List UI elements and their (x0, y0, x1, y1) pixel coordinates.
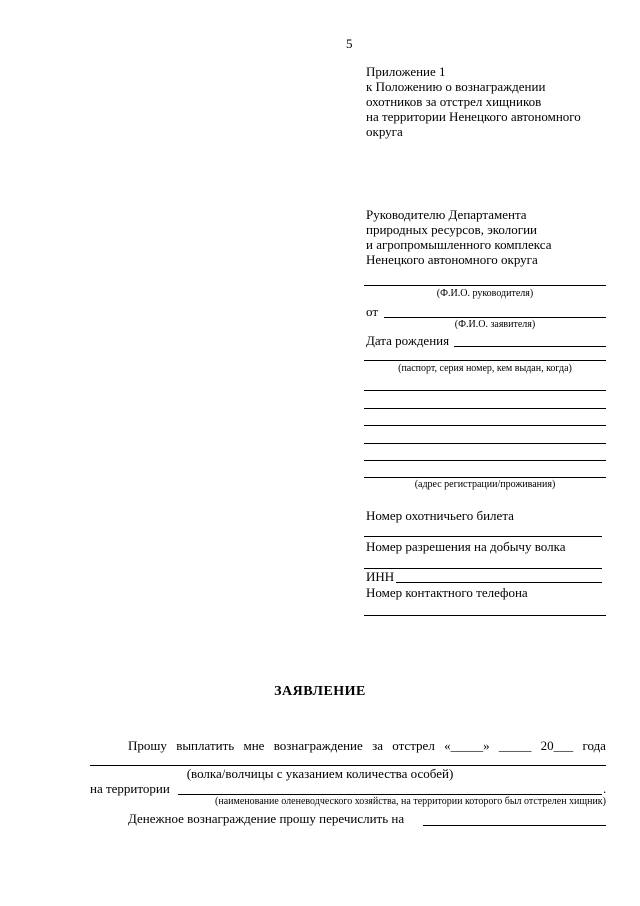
page-number: 5 (346, 36, 353, 51)
appendix-line: на территории Ненецкого автономного (366, 109, 581, 124)
request-month-field[interactable]: _____ (498, 738, 532, 753)
applicant-name-caption: (Ф.И.О. заявителя) (454, 319, 536, 330)
request-line (128, 738, 606, 753)
request-word: за (372, 738, 383, 753)
address-field-line[interactable] (364, 390, 606, 391)
passport-caption: (паспорт, серия номер, кем выдан, когда) (398, 363, 572, 374)
request-word: отстрел (392, 738, 435, 753)
wolf-permit-label: Номер разрешения на добычу волка (366, 539, 566, 554)
appendix-line: к Положению о вознаграждении (366, 79, 546, 94)
wolf-permit-field[interactable] (364, 568, 602, 569)
phone-field[interactable] (364, 615, 606, 616)
request-word: мне (243, 738, 265, 753)
head-name-field[interactable] (364, 285, 606, 286)
birth-date-field[interactable] (454, 346, 606, 347)
transfer-label: Денежное вознаграждение прошу перечислить на (128, 811, 405, 826)
address-caption: (адрес регистрации/проживания) (414, 479, 556, 490)
appendix-line: округа (366, 124, 403, 139)
address-field-line[interactable] (364, 443, 606, 444)
addressee-line: и агропромышленного комплекса (366, 237, 552, 252)
passport-field[interactable] (364, 360, 606, 361)
request-day-field[interactable]: «_____» (444, 738, 490, 753)
request-word: года (582, 738, 606, 753)
request-word: вознаграждение (273, 738, 363, 753)
addressee-line: Ненецкого автономного округа (366, 252, 538, 267)
hunting-ticket-field[interactable] (364, 536, 602, 537)
address-field-line[interactable] (364, 425, 606, 426)
territory-end: . (603, 781, 607, 796)
transfer-field[interactable] (423, 825, 606, 826)
from-label: от (366, 304, 379, 319)
statement-title: ЗАЯВЛЕНИЕ (274, 684, 366, 699)
inn-label: ИНН (366, 569, 395, 584)
appendix-line: охотников за отстрел хищников (366, 94, 542, 109)
address-field-line[interactable] (364, 477, 606, 478)
addressee-line: природных ресурсов, экологии (366, 222, 537, 237)
territory-field[interactable] (178, 794, 602, 795)
territory-caption: (наименование оленеводческого хозяйства, на территории которого был отстрелен хищник) (215, 796, 606, 807)
addressee-block (366, 207, 551, 267)
addressee-line: Руководителю Департамента (366, 207, 527, 222)
appendix-header (366, 64, 581, 139)
appendix-line: Приложение 1 (366, 64, 446, 79)
head-name-caption: (Ф.И.О. руководителя) (436, 288, 534, 299)
hunting-ticket-label: Номер охотничьего билета (366, 508, 514, 523)
request-year-field[interactable]: 20___ (540, 738, 574, 753)
birth-date-label: Дата рождения (366, 333, 450, 348)
address-field-line[interactable] (364, 460, 606, 461)
applicant-name-field[interactable] (384, 317, 606, 318)
request-word: выплатить (176, 738, 235, 753)
wolf-caption: (волка/волчицы с указанием количества особей) (186, 766, 454, 781)
inn-field[interactable] (396, 582, 602, 583)
address-field-line[interactable] (364, 408, 606, 409)
phone-label: Номер контактного телефона (366, 585, 528, 600)
request-word: Прошу (128, 738, 167, 753)
territory-label: на территории (90, 781, 170, 796)
